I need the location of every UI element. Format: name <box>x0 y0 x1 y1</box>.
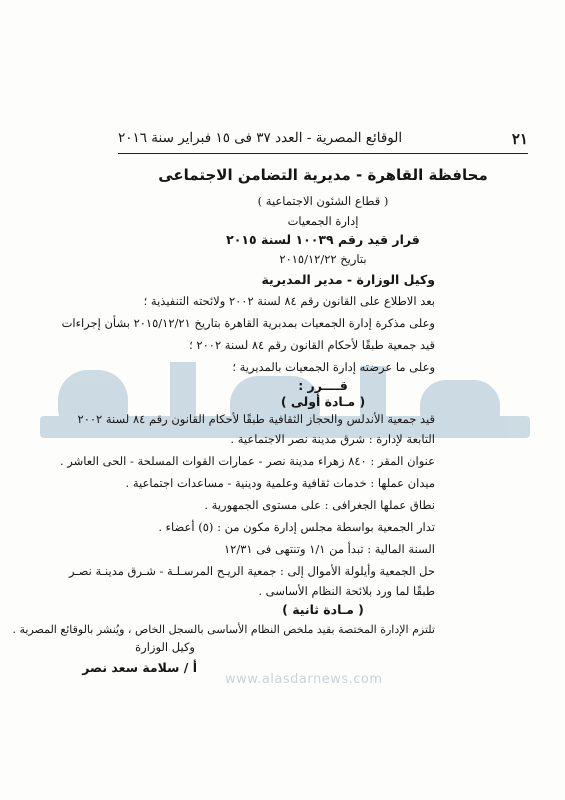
sector-label: ( قطاع الشئون الاجتماعية ) <box>257 194 389 208</box>
issuer-title: وكيل الوزارة - مدير المديرية <box>261 272 435 287</box>
decided-heading: قــــرر : <box>298 378 348 393</box>
department-label: إدارة الجمعيات <box>287 214 359 228</box>
article-1-heading: ( مـادة أولى ) <box>280 394 366 409</box>
article-1-line: نطاق عملها الجغرافى : على مستوى الجمهورية . <box>204 498 435 512</box>
decision-date: بتاريخ ٢٠١٥/١٢/٢٢ <box>279 252 367 266</box>
preamble-line: قيد جمعية طبقًا لأحكام القانون رقم ٨٤ لسنة ٢٠٠٢ ؛ <box>189 338 435 352</box>
preamble-line: وعلى ما عرضته إدارة الجمعيات بالمديرية ؛ <box>232 360 435 374</box>
article-2-line: تلتزم الإدارة المختصة بقيد ملخص النظام الأساسى بالسجل الخاص ، ويُنشر بالوقائع المصرية . <box>12 623 435 636</box>
article-1-line: طبقًا لما ورد بلائحة النظام الأساسى . <box>258 584 435 598</box>
signature-title: وكيل الوزارة <box>135 640 195 654</box>
article-1-line: التابعة لإدارة : شرق مدينة نصر الاجتماعية . <box>230 432 435 446</box>
issue-info: الوقائع المصرية - العدد ٣٧ فى ١٥ فبراير سنة ٢٠١٦ <box>118 130 403 146</box>
article-1-line: حل الجمعية وأيلولة الأموال إلى : جمعية الريـح المرسـلـة - شـرق مدينـة نصـر <box>68 564 435 578</box>
page-number: ٢١ <box>511 130 528 148</box>
article-1-line: عنوان المقر : ٨٤٠ زهراء مدينة نصر - عمارات القوات المسلحة - الحى العاشر . <box>59 454 435 468</box>
preamble-line: وعلى مذكرة إدارة الجمعيات بمدبرية القاهرة بتاريخ ٢٠١٥/١٢/٢١ بشأن إجراءات <box>61 316 435 330</box>
document-title: محافظة القاهرة - مديرية التضامن الاجتماعى <box>158 166 488 184</box>
article-1-line: قيد جمعية الأندلس والحجاز الثقافية طبقًا لأحكام القانون رقم ٨٤ لسنة ٢٠٠٢ <box>77 412 435 426</box>
decision-number: قرار قيد رقم ١٠٠٣٩ لسنة ٢٠١٥ <box>226 232 420 247</box>
article-1-line: ميدان عملها : خدمات ثقافية وعلمية ودينية - مساعدات اجتماعية . <box>125 476 435 490</box>
article-2-heading: ( مـادة ثانية ) <box>282 602 364 617</box>
page-header <box>118 130 528 152</box>
watermark-url: www.alasdarnews.com <box>225 672 383 687</box>
preamble-line: بعد الاطلاع على القانون رقم ٨٤ لسنة ٢٠٠٢ ولائحته التنفيذية ؛ <box>143 294 435 308</box>
signature-name: أ / سلامة سعد نصر <box>82 660 197 675</box>
header-divider <box>118 153 528 154</box>
article-1-line: تدار الجمعية بواسطة مجلس إدارة مكون من : (٥) أعضاء . <box>158 520 435 534</box>
article-1-line: السنة المالية : تبدأ من ١/١ وتنتهى فى ١٢/٣١ <box>223 542 435 556</box>
